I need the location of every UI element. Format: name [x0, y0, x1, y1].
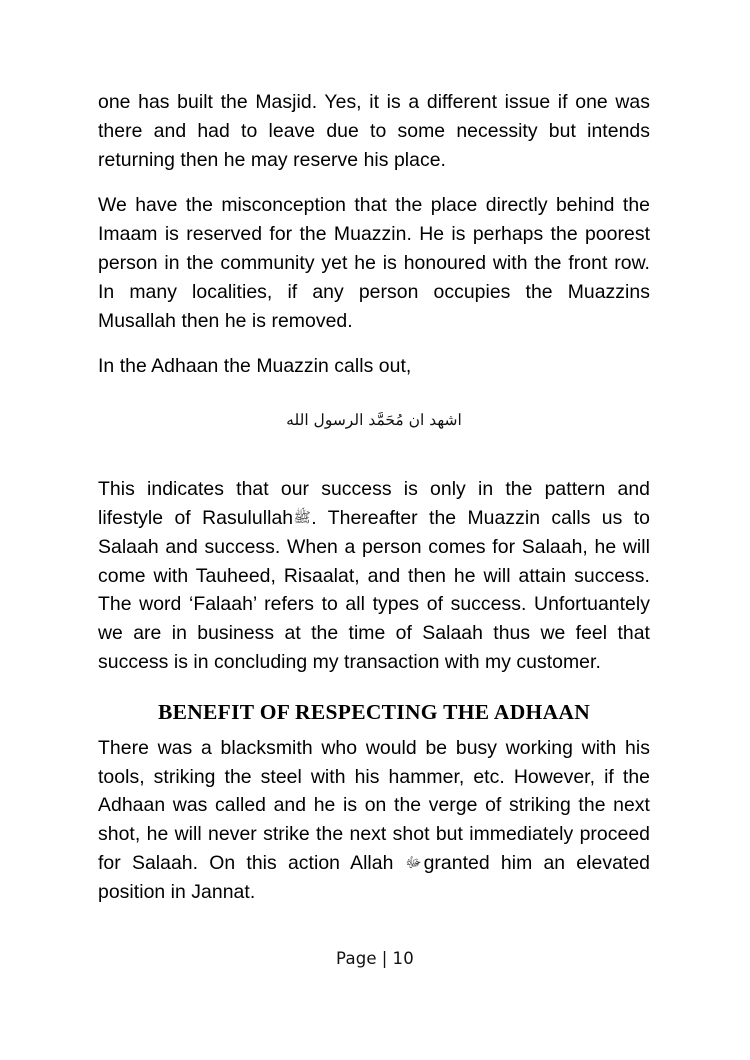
paragraph-blacksmith-text-rest: granted him an elevated position in Jannat. — [98, 851, 651, 903]
paragraph-success-pattern-lifestyle — [98, 475, 650, 677]
section-heading-block — [98, 677, 650, 734]
arabic-quote-block — [98, 381, 650, 475]
footer-page-number: 10 — [392, 949, 414, 968]
paragraph-blacksmith-text-lead: There was a blacksmith who would be busy working with his tools, striking the steel with his hammer, etc. However, if the Adhaan was called and he is on the verge of striking the next shot, he will never strike the next shot but immediately proceed for Salaah. On this action Allah — [98, 736, 650, 874]
paragraph-masjid-reserve-place: one has built the Masjid. Yes, it is a different issue if one was there and had to leave due to some necessity but intends returning then he may reserve his place. — [98, 91, 650, 171]
paragraph-adhaan-calls-out: In the Adhaan the Muazzin calls out, — [98, 355, 412, 378]
document-text-column — [98, 88, 650, 907]
paragraph-spacer — [98, 174, 650, 191]
paragraph-blacksmith-story — [98, 734, 650, 907]
arabic-shahada-quote: اشهد ان مُحَمَّد الرسول الله — [286, 411, 462, 430]
paragraph-spacer — [98, 335, 650, 352]
sallallahu-alayhi-wasallam-icon: ﷺ — [293, 508, 311, 526]
paragraph-muazzin-misconception: We have the misconception that the place directly behind the Imaam is reserved for the Muazzin. He is perhaps the poorest person in the community yet he is honoured with the front row. In many localities, if any person occupies the Muazzins Musallah then he is removed. — [98, 194, 650, 332]
paragraph-success-text-rest: . Thereafter the Muazzin calls us to Salaah and success. When a person comes for Salaah, he will come with Tauheed, Risaalat, and then he will attain success. The word ‘Falaah’ refers to all types of success. Unfortuantely we are in business at the time of Salaah thus we feel that success is in concluding my transaction with my customer. — [98, 506, 651, 673]
paragraph-success-text-lead: This indicates that our success is only in the pattern and lifestyle of Rasulullah — [98, 478, 650, 529]
footer-separator: | — [381, 949, 388, 968]
jalla-jalaluhu-icon: ﷻ — [405, 853, 422, 871]
page-footer — [0, 948, 750, 970]
section-heading-benefit-of-respecting-the-adhaan: BENEFIT OF RESPECTING THE ADHAAN — [157, 699, 591, 724]
footer-page-label: Page — [336, 949, 377, 968]
